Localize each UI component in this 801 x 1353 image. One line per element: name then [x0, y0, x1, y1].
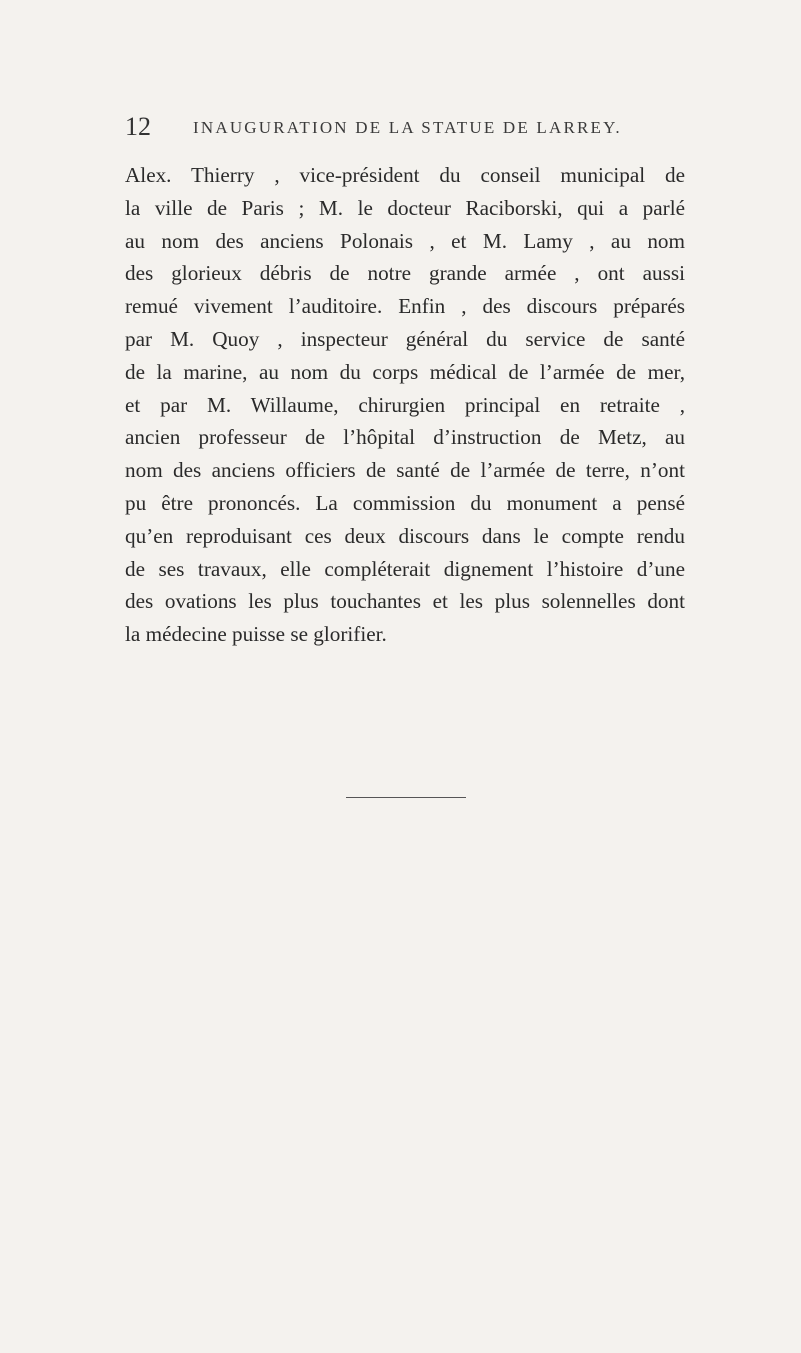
body-paragraph	[125, 159, 685, 651]
text-line: par M. Quoy , inspecteur général du service de santé	[125, 326, 685, 351]
text-line: au nom des anciens Polonais , et M. Lamy , au nom	[125, 228, 685, 253]
text-line: nom des anciens officiers de santé de l’armée de terre, n’ont	[125, 458, 685, 483]
text-line: pu être prononcés. La commission du monument a pensé	[125, 490, 685, 515]
text-line: et par M. Willaume, chirurgien principal en retraite ,	[125, 392, 685, 417]
text-line: la médecine puisse se glorifier.	[125, 622, 387, 647]
text-line: la ville de Paris ; M. le docteur Raciborski, qui a parlé	[125, 195, 685, 220]
text-line: Alex. Thierry , vice-président du conseil municipal de	[125, 163, 685, 187]
text-line: ancien professeur de l’hôpital d’instruction de Metz, au	[125, 425, 685, 450]
text-line: des ovations les plus touchantes et les plus solennelles dont	[125, 589, 685, 614]
text-line: de ses travaux, elle compléterait dignement l’histoire d’une	[125, 556, 685, 581]
text-line: de la marine, au nom du corps médical de l’armée de mer,	[125, 359, 685, 384]
text-line: des glorieux débris de notre grande armée , ont aussi	[125, 261, 685, 286]
running-title: INAUGURATION DE LA STATUE DE LARREY.	[193, 118, 622, 137]
running-head	[125, 112, 725, 142]
section-divider	[346, 797, 466, 798]
text-line: qu’en reproduisant ces deux discours dans le compte rendu	[125, 523, 685, 548]
page-number: 12	[125, 112, 151, 141]
text-line: remué vivement l’auditoire. Enfin , des discours préparés	[125, 294, 685, 319]
